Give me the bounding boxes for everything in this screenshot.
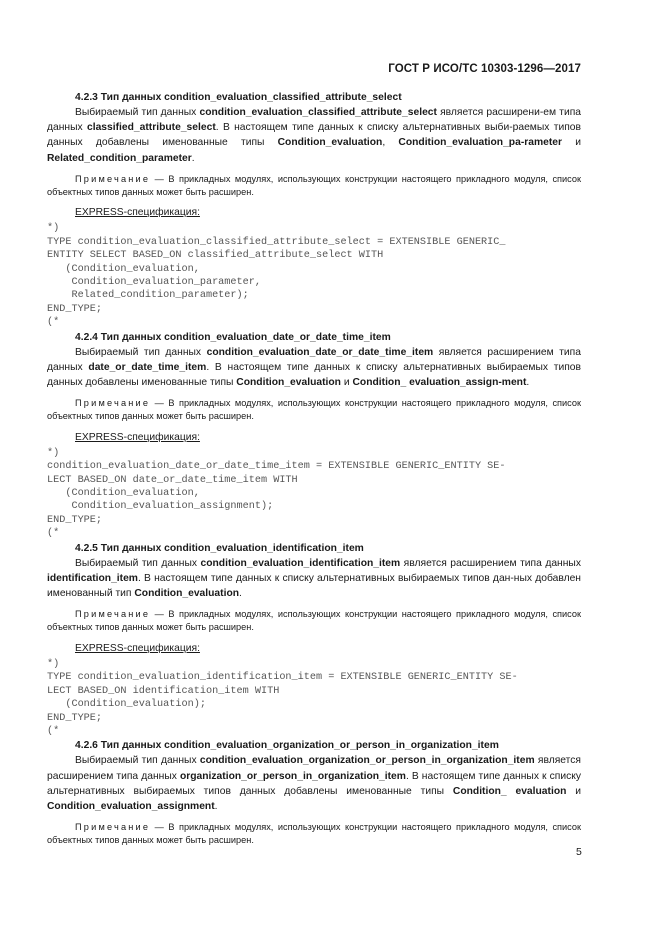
section-heading: 4.2.3 Тип данных condition_evaluation_classified_attribute_select	[75, 92, 402, 103]
express-spec-label: EXPRESS-спецификация:	[75, 642, 200, 654]
page-number: 5	[576, 846, 582, 858]
section-heading: 4.2.4 Тип данных condition_evaluation_date_or_date_time_item	[75, 331, 391, 343]
note-text: — В прикладных модулях, использующих конструкции настоящего прикладного модуля, список объектных типов данных может быть расширен.	[47, 822, 581, 845]
section-note	[47, 173, 581, 199]
section-note	[47, 608, 581, 634]
express-code: *) condition_evaluation_date_or_date_time_item = EXTENSIBLE GENERIC_ENTITY SE- LECT BASED_ON date_or_date_time_item WITH (Condition_evaluation, Condition_evaluation_assignment); END_TYPE; (*	[47, 447, 506, 540]
section-heading: 4.2.5 Тип данных condition_evaluation_identification_item	[75, 542, 364, 554]
section-paragraph: Выбираемый тип данных condition_evaluation_identification_item является расширением типа данных identification_item. В настоящем типе данных к списку альтернативных выбираемых типов дан-ных добавлен именованный тип Condition_evaluation.	[47, 557, 581, 600]
section-paragraph: Выбираемый тип данных condition_evaluation_date_or_date_time_item является расширением типа данных date_or_date_time_item. В настоящем типе данных к списку альтернативных выбираемых типов данных добавлены именованные типы Condition_evaluation и Condition_ evaluation_assign-ment.	[47, 346, 581, 389]
note-label: Примечание	[75, 398, 151, 409]
express-spec-label: EXPRESS-спецификация:	[75, 207, 200, 219]
page-content	[47, 90, 581, 847]
section-4-2-3	[47, 90, 581, 330]
note-label: Примечание	[75, 609, 151, 620]
note-label: Примечание	[75, 822, 151, 833]
express-code: *) TYPE condition_evaluation_classified_attribute_select = EXTENSIBLE GENERIC_ ENTITY SELECT BASED_ON classified_attribute_select WITH (Condition_evaluation, Condition_evaluation_parameter, Related_condition_parameter); END_TYPE; (*	[47, 223, 506, 329]
section-paragraph: Выбираемый тип данных condition_evaluation_organization_or_person_in_organization_item является расширением типа данных organization_or_person_in_organization_item. В настоящем типе данных к списку альтернативных выбираемых типов данных добавлены именованные типы Condition_ evaluation и Condition_evaluation_assignment.	[47, 755, 581, 812]
section-heading: 4.2.6 Тип данных condition_evaluation_organization_or_person_in_organization_item	[75, 740, 499, 752]
note-text: — В прикладных модулях, использующих конструкции настоящего прикладного модуля, список объектных типов данных может быть расширен.	[47, 609, 581, 633]
note-text: — В прикладных модулях, использующих конструкции настоящего прикладного модуля, список объектных типов данных может быть расширен.	[47, 398, 581, 422]
note-label: Примечание	[75, 173, 151, 184]
section-note	[47, 821, 581, 847]
express-spec-label: EXPRESS-спецификация:	[75, 431, 200, 443]
note-text: — В прикладных модулях, использующих конструкции настоящего прикладного модуля, список объектных типов данных может быть расширен.	[47, 173, 581, 197]
section-paragraph: Выбираемый тип данных condition_evaluation_classified_attribute_select является расширени-ем типа данных classified_attribute_select. В настоящем типе данных к списку альтернативных выби-раемых типов данных добавлены именованные типы Condition_evaluation, Condition_evaluation_pa-rameter и Related_condition_parameter.	[47, 107, 581, 164]
section-4-2-6	[47, 738, 581, 846]
express-code: *) TYPE condition_evaluation_identification_item = EXTENSIBLE GENERIC_ENTITY SE- LECT BASED_ON identification_item WITH (Condition_evaluation); END_TYPE; (*	[47, 658, 518, 737]
section-4-2-4	[47, 330, 581, 541]
section-4-2-5	[47, 541, 581, 739]
document-id-header: ГОСТ Р ИСО/ТС 10303-1296—2017	[388, 63, 581, 75]
section-note	[47, 397, 581, 423]
